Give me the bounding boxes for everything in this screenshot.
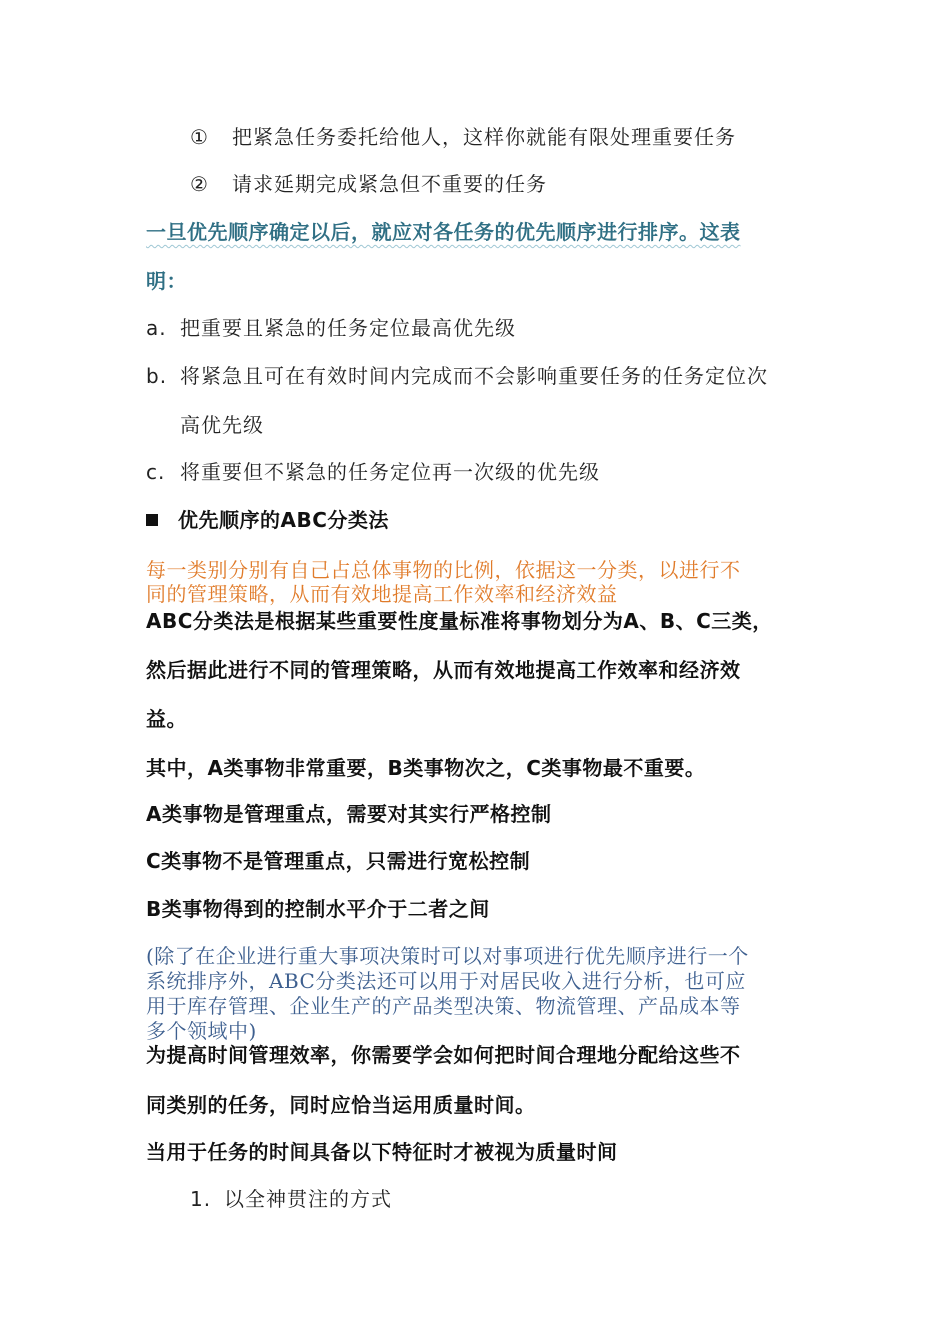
abc-point-text: 其中，A类事物非常重要，B类事物次之，C类事物最不重要。 [146, 756, 706, 780]
abc-point [146, 849, 530, 873]
section-heading-text: 优先顺序的ABC分类法 [178, 508, 389, 532]
abc-point [146, 756, 705, 780]
circled-number-marker: ② [190, 172, 209, 196]
time-management-text: 为提高时间管理效率，你需要学会如何把时间合理地分配给这些不 [146, 1043, 741, 1067]
abc-point-text: A类事物是管理重点，需要对其实行严格控制 [146, 802, 552, 826]
orange-note-text: 每一类别分别有自己占总体事物的比例，依据这一分类，以进行不 [146, 558, 741, 582]
numbered-list-item [190, 1187, 392, 1211]
orange-note-text: 同的管理策略，从而有效地提高工作效率和经济效益 [146, 582, 618, 606]
abc-definition-line [146, 707, 187, 731]
section-heading [146, 508, 389, 532]
priority-intro-text: 明： [146, 269, 187, 293]
quality-time-heading [146, 1140, 618, 1164]
letter-marker: a. [146, 316, 167, 340]
time-management-text: 同类别的任务，同时应恰当运用质量时间。 [146, 1093, 536, 1117]
lettered-list-item [146, 364, 768, 388]
orange-note-line [146, 559, 741, 581]
number-marker: 1. [190, 1187, 212, 1211]
abc-point-text: B类事物得到的控制水平介于二者之间 [146, 897, 490, 921]
blue-note-line [146, 994, 741, 1018]
abc-definition-text: 然后据此进行不同的管理策略，从而有效地提高工作效率和经济效 [146, 658, 741, 682]
list-item-text: 以全神贯注的方式 [224, 1187, 392, 1211]
letter-marker: c. [146, 460, 166, 484]
orange-note-line [146, 583, 618, 605]
abc-definition-text: 益。 [146, 707, 187, 731]
list-item-text: 把紧急任务委托给他人，这样你就能有限处理重要任务 [232, 125, 736, 149]
priority-intro-line [146, 220, 741, 244]
time-management-line [146, 1093, 536, 1117]
blue-note-text: 多个领域中) [146, 1019, 257, 1043]
abc-point [146, 897, 490, 921]
list-item-text: 把重要且紧急的任务定位最高优先级 [180, 316, 516, 340]
abc-point-text: C类事物不是管理重点，只需进行宽松控制 [146, 849, 531, 873]
blue-note-text: 系统排序外，ABC分类法还可以用于对居民收入进行分析，也可应 [146, 969, 746, 993]
blue-note-line [146, 969, 746, 993]
lettered-list-item [146, 316, 516, 340]
list-item-text: 将紧急且可在有效时间内完成而不会影响重要任务的任务定位次 [180, 364, 768, 388]
letter-marker: b. [146, 364, 168, 388]
list-item-text: 请求延期完成紧急但不重要的任务 [232, 172, 547, 196]
list-item-text: 高优先级 [180, 413, 264, 437]
circled-number-marker: ① [190, 125, 209, 149]
blue-note-line [146, 1019, 257, 1043]
blue-note-text: 用于库存管理、企业生产的产品类型决策、物流管理、产品成本等 [146, 994, 741, 1018]
circled-list-item [190, 172, 547, 196]
priority-intro-line [146, 269, 187, 293]
abc-definition-line [146, 609, 773, 633]
list-item-text: 将重要但不紧急的任务定位再一次级的优先级 [180, 460, 600, 484]
circled-list-item [190, 125, 736, 149]
blue-note-line [146, 944, 749, 968]
square-bullet-icon [146, 514, 158, 526]
quality-time-heading-text: 当用于任务的时间具备以下特征时才被视为质量时间 [146, 1140, 618, 1164]
abc-definition-line [146, 658, 741, 682]
priority-intro-text: 一旦优先顺序确定以后，就应对各任务的优先顺序进行排序。这表 [146, 220, 741, 244]
time-management-line [146, 1043, 741, 1067]
abc-definition-text: ABC分类法是根据某些重要性度量标准将事物划分为A、B、C三类， [146, 609, 773, 633]
lettered-list-item-continuation [180, 413, 264, 437]
lettered-list-item [146, 460, 600, 484]
blue-note-text: (除了在企业进行重大事项决策时可以对事项进行优先顺序进行一个 [146, 944, 749, 968]
abc-point [146, 802, 551, 826]
